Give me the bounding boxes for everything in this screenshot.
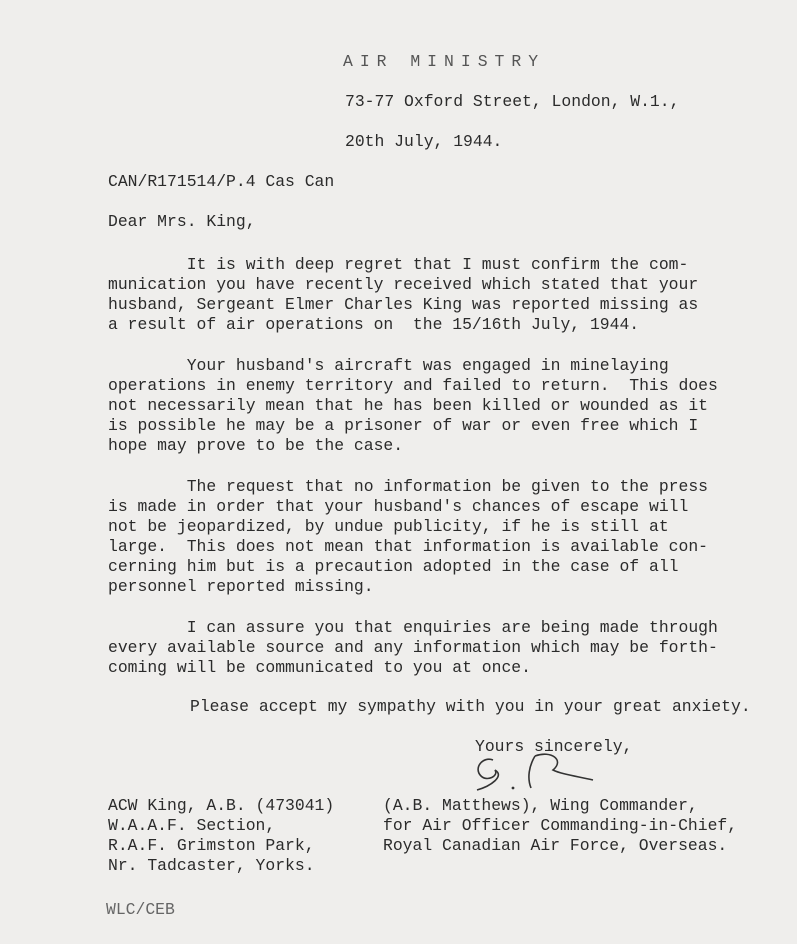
recipient-line: R.A.F. Grimston Park, bbox=[108, 836, 315, 855]
salutation: Dear Mrs. King, bbox=[108, 212, 256, 231]
text-line: every available source and any information which may be forth- bbox=[108, 638, 718, 657]
letter-date: 20th July, 1944. bbox=[345, 132, 503, 151]
text-line: The request that no information be given to the press bbox=[108, 477, 708, 496]
paragraph-3 bbox=[108, 477, 708, 597]
text-line: not be jeopardized, by undue publicity, if he is still at bbox=[108, 517, 669, 536]
closing-sentence: Please accept my sympathy with you in your great anxiety. bbox=[190, 697, 751, 716]
text-line: It is with deep regret that I must confirm the com- bbox=[108, 255, 689, 274]
paragraph-4 bbox=[108, 618, 718, 678]
recipient-line: ACW King, A.B. (473041) bbox=[108, 796, 335, 815]
text-line: large. This does not mean that information is available con- bbox=[108, 537, 708, 556]
signatory-line: (A.B. Matthews), Wing Commander, bbox=[383, 796, 698, 815]
letterhead-org: AIR MINISTRY bbox=[343, 52, 546, 71]
signatory-line: for Air Officer Commanding-in-Chief, bbox=[383, 816, 738, 835]
text-line: personnel reported missing. bbox=[108, 577, 374, 596]
text-line: is possible he may be a prisoner of war or even free which I bbox=[108, 416, 699, 435]
recipient-address bbox=[108, 796, 334, 876]
paragraph-2 bbox=[108, 356, 718, 456]
text-line: coming will be communicated to you at once. bbox=[108, 658, 531, 677]
reference-number: CAN/R171514/P.4 Cas Can bbox=[108, 172, 335, 191]
signatory-line: Royal Canadian Air Force, Overseas. bbox=[383, 836, 728, 855]
text-line: not necessarily mean that he has been killed or wounded as it bbox=[108, 396, 708, 415]
text-line: munication you have recently received which stated that your bbox=[108, 275, 699, 294]
text-line: is made in order that your husband's chances of escape will bbox=[108, 497, 689, 516]
paragraph-1 bbox=[108, 255, 698, 335]
text-line: cerning him but is a precaution adopted in the case of all bbox=[108, 557, 679, 576]
text-line: hope may prove to be the case. bbox=[108, 436, 404, 455]
text-line: operations in enemy territory and failed to return. This does bbox=[108, 376, 718, 395]
text-line: husband, Sergeant Elmer Charles King was reported missing as bbox=[108, 295, 699, 314]
recipient-line: Nr. Tadcaster, Yorks. bbox=[108, 856, 315, 875]
valediction: Yours sincerely, bbox=[475, 737, 633, 756]
text-line: a result of air operations on the 15/16th July, 1944. bbox=[108, 315, 640, 334]
text-line: Your husband's aircraft was engaged in minelaying bbox=[108, 356, 669, 375]
letterhead-address: 73-77 Oxford Street, London, W.1., bbox=[345, 92, 680, 111]
handwritten-signature bbox=[465, 748, 605, 794]
recipient-line: W.A.A.F. Section, bbox=[108, 816, 276, 835]
signatory-block bbox=[383, 796, 737, 856]
typist-reference: WLC/CEB bbox=[106, 900, 175, 919]
text-line: I can assure you that enquiries are being made through bbox=[108, 618, 718, 637]
